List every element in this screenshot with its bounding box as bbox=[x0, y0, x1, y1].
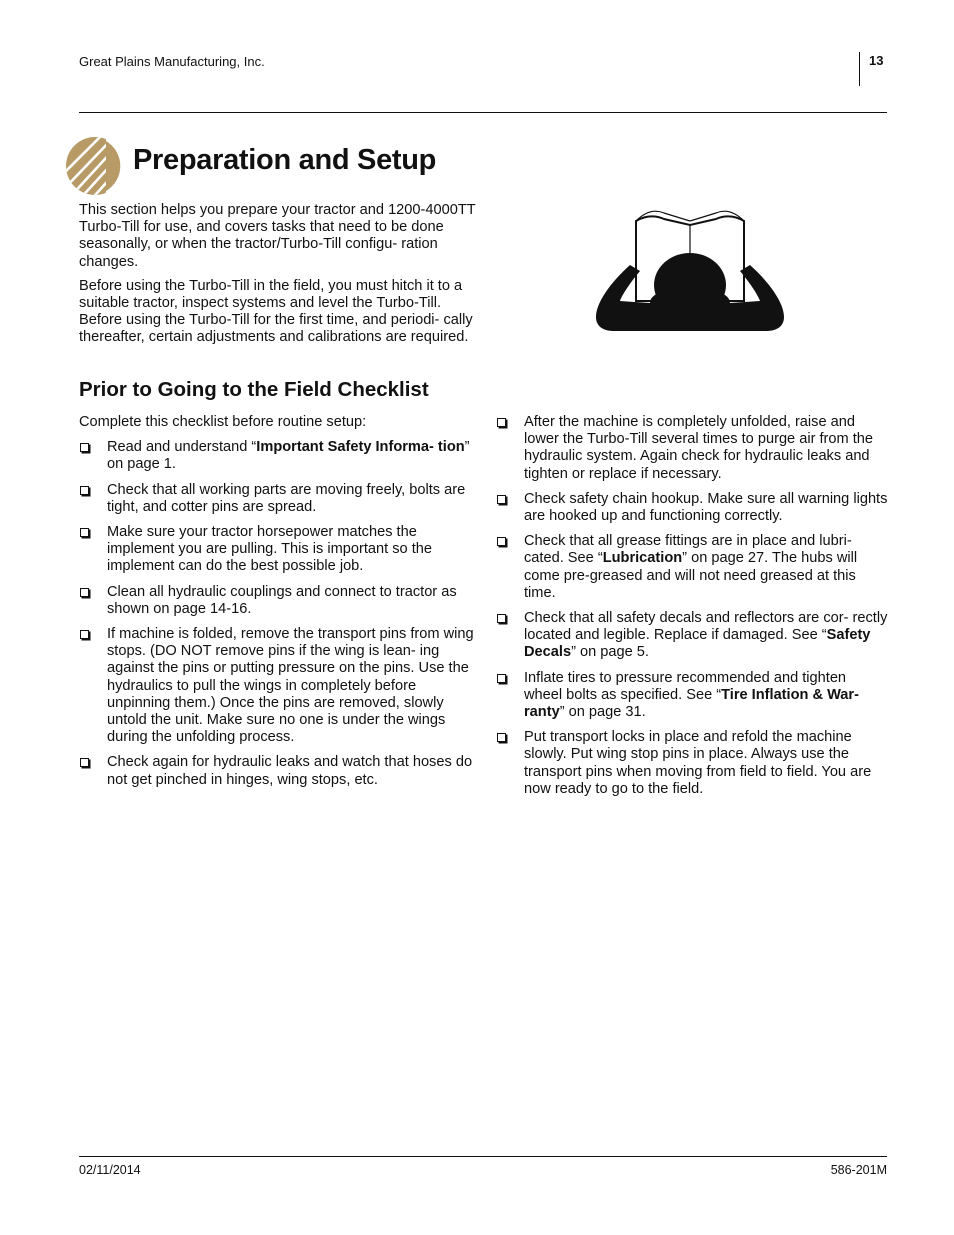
checklist-item: Check safety chain hookup. Make sure all warning lights are hooked up and functioning correctly. bbox=[496, 491, 888, 525]
footer-date: 02/11/2014 bbox=[79, 1163, 141, 1177]
intro-paragraph: This section helps you prepare your tractor and 1200-4000TT Turbo-Till for use, and covers tasks that need to be done seasonally, or when the tractor/Turbo-Till configu- ration changes. bbox=[79, 202, 476, 270]
header-divider bbox=[859, 52, 860, 86]
checklist-item: Check that all working parts are moving freely, bolts are tight, and cotter pins are spread. bbox=[79, 482, 475, 516]
person-reading-manual-icon bbox=[590, 203, 790, 343]
checklist-item: Make sure your tractor horsepower matches the implement you are pulling. This is important so the implement can do the best possible job. bbox=[79, 524, 475, 576]
checklist-item: Check that all grease fittings are in place and lubri- cated. See “Lubrication” on page 27. The hubs will come pre-greased and will not need greased at this time. bbox=[496, 533, 888, 602]
checklist-heading: Prior to Going to the Field Checklist bbox=[79, 378, 429, 401]
checkbox-icon[interactable] bbox=[80, 486, 89, 495]
checkbox-icon[interactable] bbox=[80, 630, 89, 639]
checklist-item: Inflate tires to pressure recommended and tighten wheel bolts as specified. See “Tire Inflation & War- ranty” on page 31. bbox=[496, 670, 888, 722]
great-plains-stripes-icon bbox=[66, 137, 124, 195]
checkbox-icon[interactable] bbox=[80, 758, 89, 767]
checkbox-icon[interactable] bbox=[497, 495, 506, 504]
footer-doc-number: 586-201M bbox=[830, 1163, 887, 1177]
checkbox-icon[interactable] bbox=[497, 614, 506, 623]
checkbox-icon[interactable] bbox=[497, 537, 506, 546]
company-name: Great Plains Manufacturing, Inc. bbox=[79, 54, 265, 69]
checklist-right bbox=[496, 414, 888, 798]
intro-paragraph: Before using the Turbo-Till in the field, you must hitch it to a suitable tractor, inspect systems and level the Turbo-Till. Before using the Turbo-Till for the first time, and periodi- cally thereafter, certain adjustments and calibrations are required. bbox=[79, 277, 473, 346]
checkbox-icon[interactable] bbox=[497, 733, 506, 742]
checkbox-icon[interactable] bbox=[80, 443, 89, 452]
checklist-lead: Complete this checklist before routine setup: bbox=[79, 414, 367, 430]
checklist-item: Clean all hydraulic couplings and connect to tractor as shown on page 14-16. bbox=[79, 584, 475, 618]
intro-text bbox=[79, 202, 479, 354]
checklist-item: Check again for hydraulic leaks and watch that hoses do not get pinched in hinges, wing stops, etc. bbox=[79, 754, 475, 788]
checkbox-icon[interactable] bbox=[497, 674, 506, 683]
checklist-item: Check that all safety decals and reflectors are cor- rectly located and legible. Replace if damaged. See “Safety Decals” on page 5. bbox=[496, 610, 888, 662]
page-title: Preparation and Setup bbox=[133, 144, 437, 176]
header-rule bbox=[79, 112, 887, 113]
checklist-item: Put transport locks in place and refold the machine slowly. Put wing stop pins in place. Always use the transport pins when moving from field to field. You are now ready to go to the field. bbox=[496, 729, 888, 798]
footer-rule bbox=[79, 1156, 887, 1157]
checkbox-icon[interactable] bbox=[80, 588, 89, 597]
checklist-item: After the machine is completely unfolded, raise and lower the Turbo-Till several times to purge air from the hydraulic system. Again check for hydraulic leaks and tighten or replace if necessary. bbox=[496, 414, 888, 483]
page-number: 13 bbox=[869, 53, 884, 68]
checklist-item: Read and understand “Important Safety Informa- tion” on page 1. bbox=[79, 439, 475, 473]
checklist-column-left bbox=[79, 414, 475, 797]
checklist-item: If machine is folded, remove the transport pins from wing stops. (DO NOT remove pins if the wing is lean- ing against the pins or putting pressure on the pins. Use the hydraulics to pull the wings in completely before unpinning them.) Once the pins are removed, slowly untold the unit. Make sure no one is under the wings during the unfolding process. bbox=[79, 626, 475, 746]
checkbox-icon[interactable] bbox=[497, 418, 506, 427]
checklist-column-right bbox=[496, 414, 888, 806]
checklist-left bbox=[79, 439, 475, 789]
checkbox-icon[interactable] bbox=[80, 528, 89, 537]
